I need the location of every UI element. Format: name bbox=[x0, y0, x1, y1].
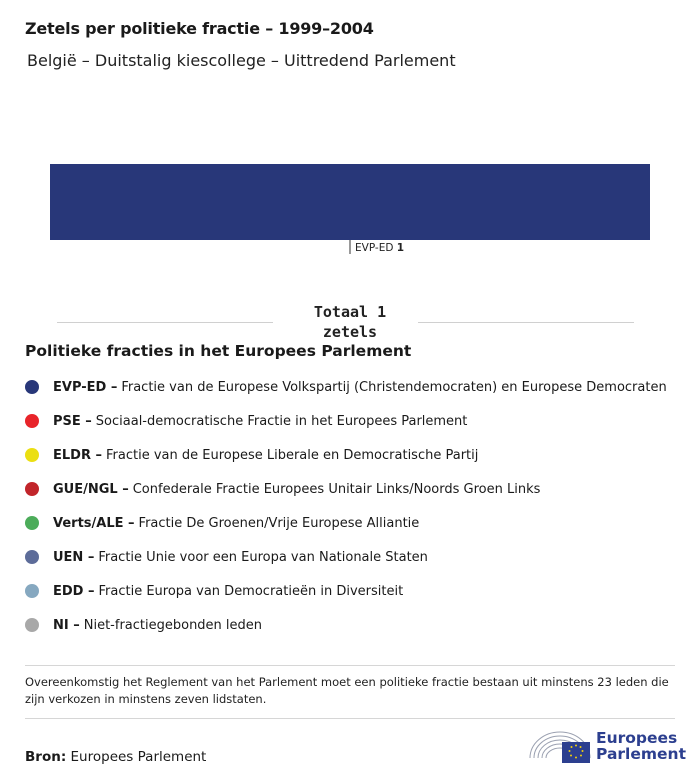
legend-dot-icon bbox=[25, 482, 39, 496]
total-divider-right bbox=[418, 322, 634, 323]
legend-abbr: EDD – bbox=[53, 583, 95, 599]
legend-dot-icon bbox=[25, 448, 39, 462]
legend-item bbox=[25, 506, 667, 540]
stacked-bar-chart bbox=[0, 150, 700, 260]
divider-bottom bbox=[25, 718, 675, 719]
chart-title: Zetels per politieke fractie – 1999–2004 bbox=[25, 19, 374, 38]
legend-title: Politieke fracties in het Europees Parlement bbox=[25, 342, 412, 360]
european-parliament-logo bbox=[528, 728, 686, 764]
bar-label-value: 1 bbox=[396, 242, 405, 254]
legend-abbr: UEN – bbox=[53, 549, 95, 565]
legend-dot-icon bbox=[25, 618, 39, 632]
legend-abbr: NI – bbox=[53, 617, 80, 633]
legend-dot-icon bbox=[25, 414, 39, 428]
legend-name: Sociaal-democratische Fractie in het Europees Parlement bbox=[95, 413, 468, 429]
legend-name: Confederale Fractie Europees Unitair Links/Noords Groen Links bbox=[132, 481, 541, 497]
legend-item bbox=[25, 540, 667, 574]
legend-item bbox=[25, 608, 667, 642]
total-divider-left bbox=[57, 322, 273, 323]
divider-top bbox=[25, 665, 675, 666]
legend-item bbox=[25, 370, 667, 404]
legend-abbr: ELDR – bbox=[53, 447, 102, 463]
bar-data-label bbox=[355, 242, 404, 254]
legend-abbr: EVP-ED – bbox=[53, 379, 118, 395]
legend-name: Fractie De Groenen/Vrije Europese Alliantie bbox=[138, 515, 420, 531]
logo-line-1: Europees bbox=[596, 729, 678, 747]
legend-abbr: GUE/NGL – bbox=[53, 481, 129, 497]
source-value: Europees Parlement bbox=[70, 749, 207, 765]
legend-name: Fractie van de Europese Volkspartij (Christendemocraten) en Europese Democraten bbox=[121, 379, 667, 395]
bar-segment-evp-ed bbox=[50, 164, 650, 240]
legend-item bbox=[25, 404, 667, 438]
bar-label-group: EVP-ED bbox=[355, 242, 397, 254]
total-seats-count: Totaal 1 bbox=[313, 303, 387, 321]
legend-dot-icon bbox=[25, 550, 39, 564]
source bbox=[25, 749, 206, 765]
hemicycle-flag-icon bbox=[528, 728, 592, 764]
legend-item bbox=[25, 472, 667, 506]
footnote: Overeenkomstig het Reglement van het Parlement moet een politieke fractie bestaan uit minstens 23 leden die zijn verkozen in minstens zeven lidstaten. bbox=[25, 675, 669, 706]
logo-line-2: Parlement bbox=[596, 745, 686, 763]
legend-item bbox=[25, 438, 667, 472]
legend-name: Niet-fractiegebonden leden bbox=[83, 617, 263, 633]
legend-name: Fractie Unie voor een Europa van Nationale Staten bbox=[98, 549, 428, 565]
legend-dot-icon bbox=[25, 584, 39, 598]
total-seats bbox=[275, 302, 425, 342]
legend-name: Fractie Europa van Democratieën in Diversiteit bbox=[98, 583, 404, 599]
legend-item bbox=[25, 574, 667, 608]
legend-dot-icon bbox=[25, 380, 39, 394]
legend-abbr: Verts/ALE – bbox=[53, 515, 135, 531]
total-seats-unit: zetels bbox=[322, 323, 378, 341]
legend-dot-icon bbox=[25, 516, 39, 530]
legend-name: Fractie van de Europese Liberale en Democratische Partij bbox=[106, 447, 479, 463]
legend bbox=[25, 370, 667, 642]
source-label: Bron: bbox=[25, 749, 67, 765]
legend-abbr: PSE – bbox=[53, 413, 92, 429]
chart-subtitle: België – Duitstalig kiescollege – Uittredend Parlement bbox=[27, 51, 456, 70]
